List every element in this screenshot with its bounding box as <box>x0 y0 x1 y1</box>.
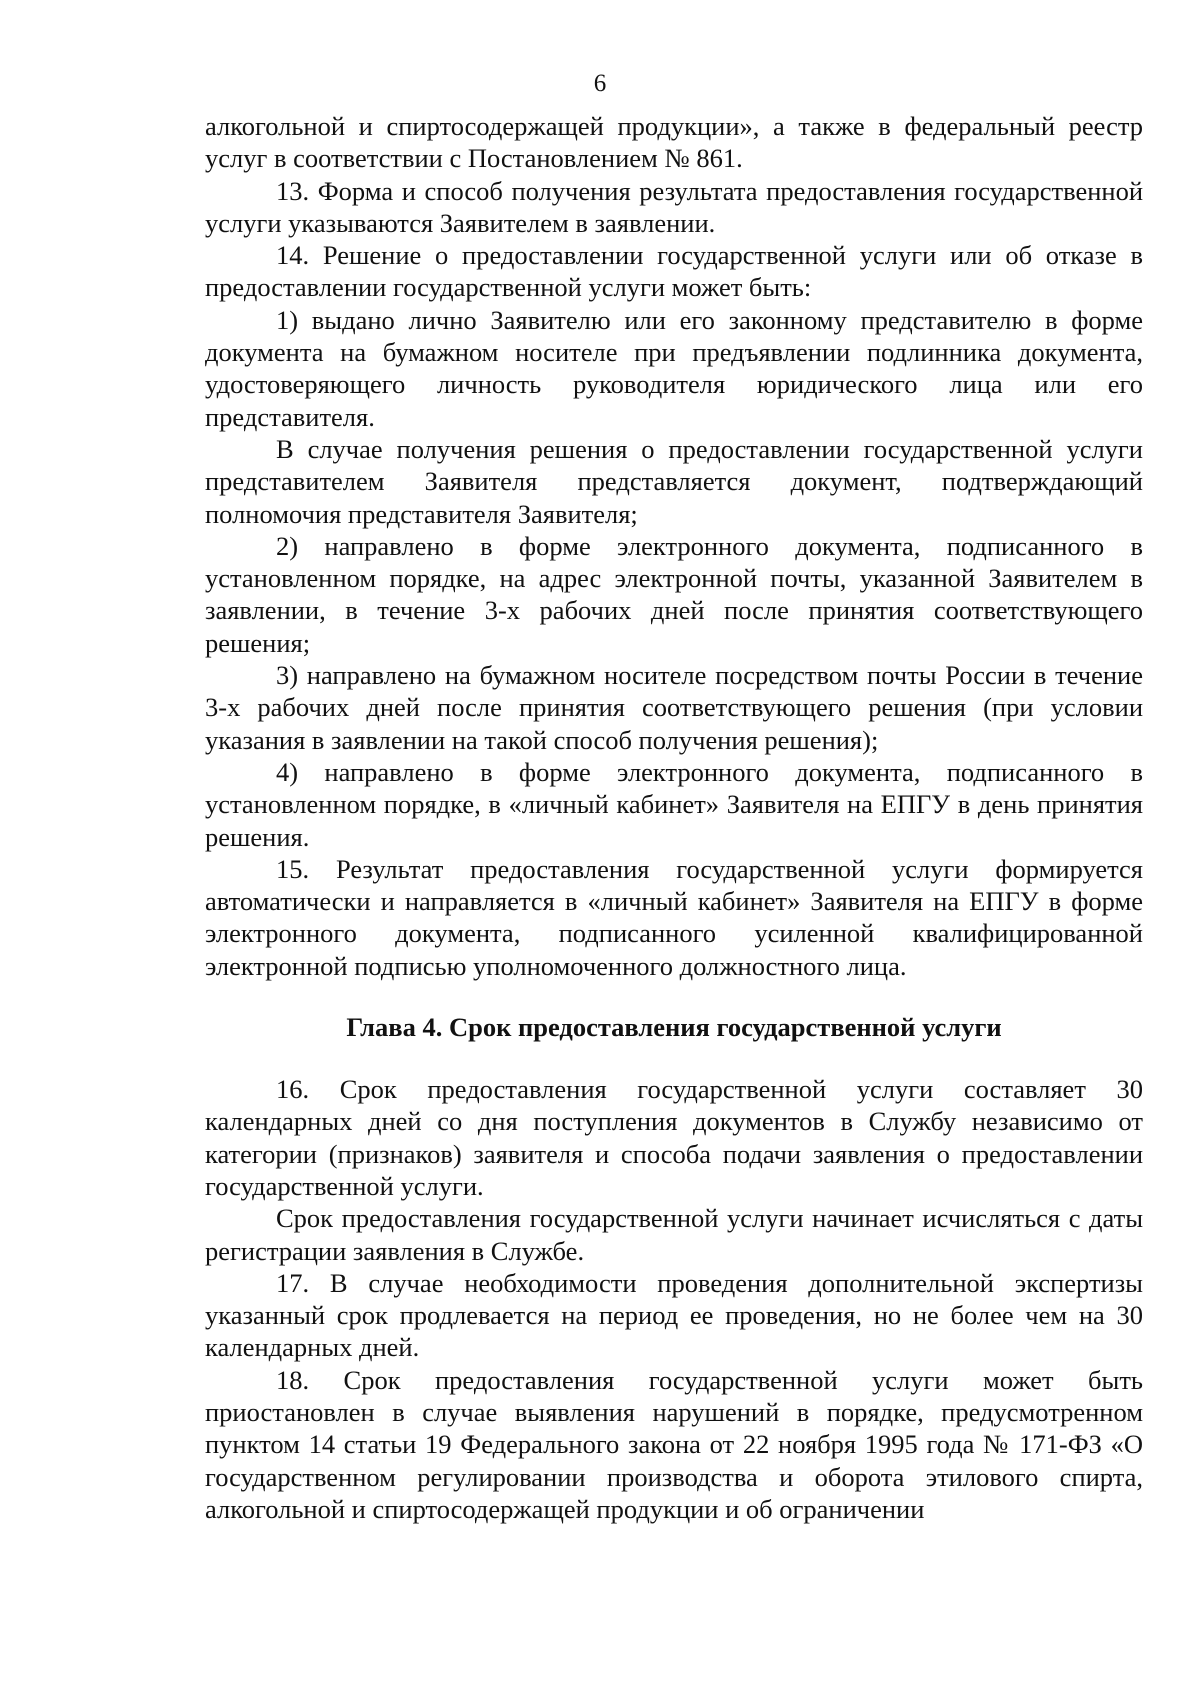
paragraph-18: 18. Срок предоставления государственной услуги может быть приостановлен в случае выявления нарушений в порядке, предусмотренном пунктом 14 статьи 19 Федерального закона от 22 ноября 1995 года № 171-ФЗ «О государственном регулировании производства и оборота этилового спирта, алкогольной и спиртосодержащей продукции и об ограничении <box>205 1364 1143 1524</box>
paragraph-17: 17. В случае необходимости проведения дополнительной экспертизы указанный срок продлевается на период ее проведения, но не более чем на 30 календарных дней. <box>205 1267 1143 1363</box>
document-body <box>205 110 1143 1525</box>
paragraph-representative: В случае получения решения о предоставлении государственной услуги представителем Заявителя представляется документ, подтверждающий полномочия представителя Заявителя; <box>205 433 1143 529</box>
paragraph-15: 15. Результат предоставления государственной услуги формируется автоматически и направляется в «личный кабинет» Заявителя на ЕПГУ в форме электронного документа, подписанного усиленной квалифицированной электронной подписью уполномоченного должностного лица. <box>205 853 1143 981</box>
chapter-heading: Глава 4. Срок предоставления государственной услуги <box>346 1012 1002 1043</box>
paragraph-13: 13. Форма и способ получения результата предоставления государственной услуги указываются Заявителем в заявлении. <box>205 175 1143 238</box>
list-item-3: 3) направлено на бумажном носителе посредством почты России в течение 3-х рабочих дней после принятия соответствующего решения (при условии указания в заявлении на такой способ получения решения); <box>205 660 1143 755</box>
paragraph-term-start: Срок предоставления государственной услуги начинает исчисляться с даты регистрации заявления в Службе. <box>205 1203 1143 1266</box>
paragraph-14: 14. Решение о предоставлении государственной услуги или об отказе в предоставлении государственной услуги может быть: <box>205 240 1143 303</box>
paragraph-16: 16. Срок предоставления государственной услуги составляет 30 календарных дней со дня поступления документов в Службу независимо от категории (признаков) заявителя и способа подачи заявления о предоставлении государственной услуги. <box>205 1074 1143 1201</box>
list-item-4: 4) направлено в форме электронного документа, подписанного в установленном порядке, в «личный кабинет» Заявителя на ЕПГУ в день принятия решения. <box>205 756 1143 852</box>
list-item-2: 2) направлено в форме электронного документа, подписанного в установленном порядке, на адрес электронной почты, указанной Заявителем в заявлении, в течение 3-х рабочих дней после принятия соответствующего решения; <box>205 530 1143 658</box>
page-number: 6 <box>593 70 607 97</box>
paragraph-continuation: алкогольной и спиртосодержащей продукции», а также в федеральный реестр услуг в соответствии с Постановлением № 861. <box>205 111 1143 174</box>
list-item-1: 1) выдано лично Заявителю или его законному представителю в форме документа на бумажном носителе при предъявлении подлинника документа, удостоверяющего личность руководителя юридического лица или его представителя. <box>205 304 1143 432</box>
